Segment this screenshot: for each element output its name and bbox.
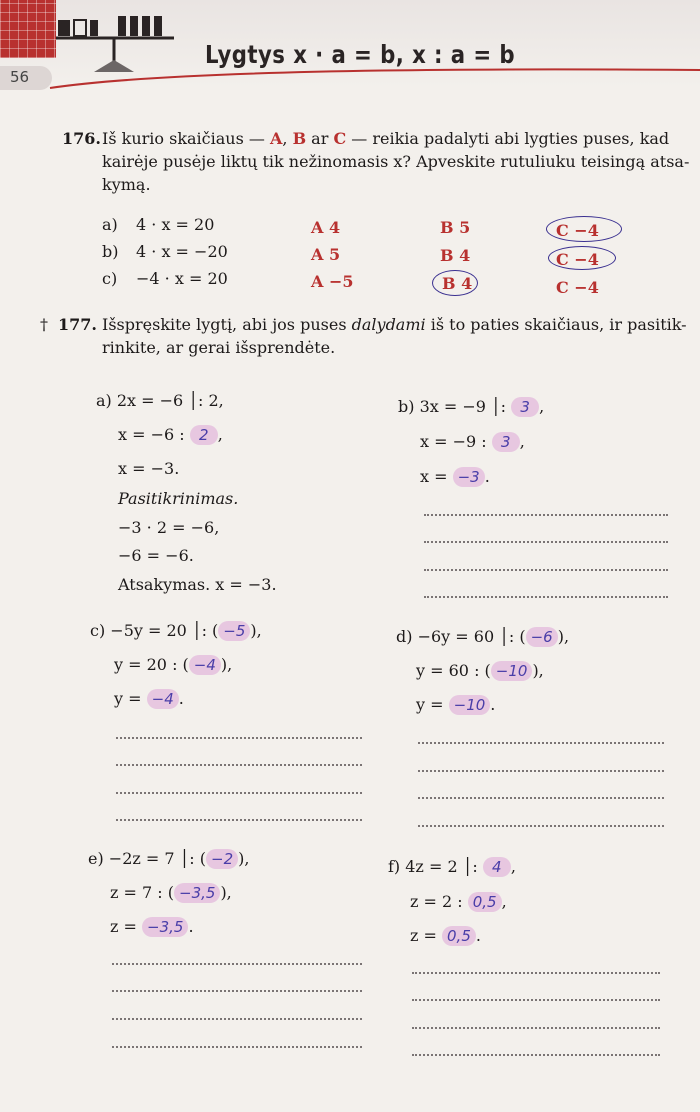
handwritten-answer[interactable]: −10	[491, 661, 533, 681]
task-176-row-c-label: c)	[102, 269, 118, 288]
answer-line[interactable]	[112, 1018, 362, 1020]
task-176-row-c-option-a[interactable]: A −5	[311, 272, 354, 291]
answer-line[interactable]	[112, 990, 362, 992]
task-177-mark: †	[40, 315, 48, 334]
corner-decoration	[0, 0, 56, 58]
answer-circle-c	[432, 270, 478, 296]
answer-circle-b	[548, 246, 616, 270]
task-176-row-a-option-c[interactable]: C −4	[556, 221, 599, 240]
task-177c-equation: c) −5y = 20 │: ( −5 ),	[90, 621, 262, 640]
handwritten-answer[interactable]: −2	[206, 849, 238, 869]
handwritten-answer[interactable]: 4	[483, 857, 511, 877]
task-176-row-a-label: a)	[102, 215, 118, 234]
answer-circle-a	[546, 216, 622, 242]
answer-line[interactable]	[424, 596, 668, 598]
handwritten-answer[interactable]: 0,5	[468, 892, 502, 912]
task-177b-step: x = −9 : 3 ,	[420, 432, 525, 451]
answer-line[interactable]	[418, 825, 664, 827]
task-177f-step: z = 2 : 0,5 ,	[410, 892, 507, 911]
handwritten-answer[interactable]: −4	[189, 655, 221, 675]
task-177d-result: y = −10 .	[416, 695, 496, 714]
task-176-row-a-option-b[interactable]: B 5	[440, 218, 471, 237]
answer-line[interactable]	[424, 541, 668, 543]
handwritten-answer[interactable]: −3,5	[142, 917, 188, 937]
page-number: 56	[10, 68, 30, 86]
task-176-row-b-equation: 4 · x = −20	[136, 242, 228, 261]
task-177a-check-title: Pasitikrinimas.	[118, 489, 239, 508]
answer-line[interactable]	[418, 742, 664, 744]
answer-line[interactable]	[116, 737, 362, 739]
task-176-row-b-label: b)	[102, 242, 119, 261]
task-177a-equation: a) 2x = −6 │: 2,	[96, 391, 224, 410]
task-177e-result: z = −3,5 .	[110, 917, 194, 936]
answer-line[interactable]	[116, 764, 362, 766]
task-177d-step: y = 60 : ( −10 ),	[416, 661, 544, 680]
task-176-number: 176.	[62, 129, 101, 148]
task-177e-step: z = 7 : ( −3,5 ),	[110, 883, 232, 902]
answer-line[interactable]	[418, 770, 664, 772]
task-177a-check2: −6 = −6.	[118, 546, 194, 565]
task-177f-result: z = 0,5 .	[410, 926, 481, 945]
answer-line[interactable]	[112, 1046, 362, 1048]
task-177f-equation: f) 4z = 2 │: 4 ,	[388, 857, 516, 876]
task-176-text-line3: kymą.	[102, 175, 151, 194]
handwritten-answer[interactable]: −6	[526, 627, 558, 647]
task-176-row-b-option-c[interactable]: C −4	[556, 250, 599, 269]
answer-line[interactable]	[116, 819, 362, 821]
task-177-number: 177.	[58, 315, 97, 334]
answer-line[interactable]	[116, 792, 362, 794]
task-177e-equation: e) −2z = 7 │: ( −2 ),	[88, 849, 250, 868]
answer-line[interactable]	[112, 963, 362, 965]
task-177a-check1: −3 · 2 = −6,	[118, 518, 220, 537]
handwritten-answer[interactable]: 0,5	[442, 926, 476, 946]
answer-line[interactable]	[424, 569, 668, 571]
task-177b-result: x = −3 .	[420, 467, 490, 486]
task-176-row-c-option-b[interactable]: B 4	[442, 274, 473, 293]
task-177c-result: y = −4 .	[114, 689, 184, 708]
handwritten-answer[interactable]: 2	[190, 425, 218, 445]
answer-line[interactable]	[412, 1054, 660, 1056]
task-177c-step: y = 20 : ( −4 ),	[114, 655, 233, 674]
answer-line[interactable]	[418, 797, 664, 799]
task-177b-equation: b) 3x = −9 │: 3 ,	[398, 397, 545, 416]
answer-line[interactable]	[412, 1027, 660, 1029]
task-177a-step: x = −6 : 2 ,	[118, 425, 223, 444]
task-176-row-a-option-a[interactable]: A 4	[311, 218, 341, 237]
task-177a-answer: Atsakymas. x = −3.	[118, 575, 277, 594]
task-176-text-line2: kairėje pusėje liktų tik nežinomasis x? Apveskite rutuliuku teisingą atsa-	[102, 152, 690, 171]
handwritten-answer[interactable]: −5	[218, 621, 250, 641]
task-177-text-line2: rinkite, ar gerai išsprendėte.	[102, 338, 336, 357]
handwritten-answer[interactable]: 3	[492, 432, 520, 452]
task-176-row-b-option-a[interactable]: A 5	[311, 245, 341, 264]
task-176-row-b-option-b[interactable]: B 4	[440, 246, 471, 265]
page-title: Lygtys x · a = b, x : a = b	[205, 40, 516, 69]
handwritten-answer[interactable]: 3	[511, 397, 539, 417]
handwritten-answer[interactable]: −4	[147, 689, 179, 709]
task-177a-result: x = −3.	[118, 459, 180, 478]
task-176-row-c-option-c[interactable]: C −4	[556, 278, 599, 297]
answer-line[interactable]	[412, 972, 660, 974]
handwritten-answer[interactable]: −10	[449, 695, 491, 715]
task-176-row-c-equation: −4 · x = 20	[136, 269, 228, 288]
task-176-row-a-equation: 4 · x = 20	[136, 215, 215, 234]
handwritten-answer[interactable]: −3	[453, 467, 485, 487]
task-176-text-line1: Iš kurio skaičiaus — A, B ar C — reikia padalyti abi lygties puses, kad	[102, 129, 670, 148]
answer-line[interactable]	[424, 514, 668, 516]
handwritten-answer[interactable]: −3,5	[174, 883, 220, 903]
task-177d-equation: d) −6y = 60 │: ( −6 ),	[396, 627, 570, 646]
task-177-text-line1: Išspręskite lygtį, abi jos puses dalydami iš to paties skaičiaus, ir pasitik-	[102, 315, 687, 334]
answer-line[interactable]	[412, 999, 660, 1001]
